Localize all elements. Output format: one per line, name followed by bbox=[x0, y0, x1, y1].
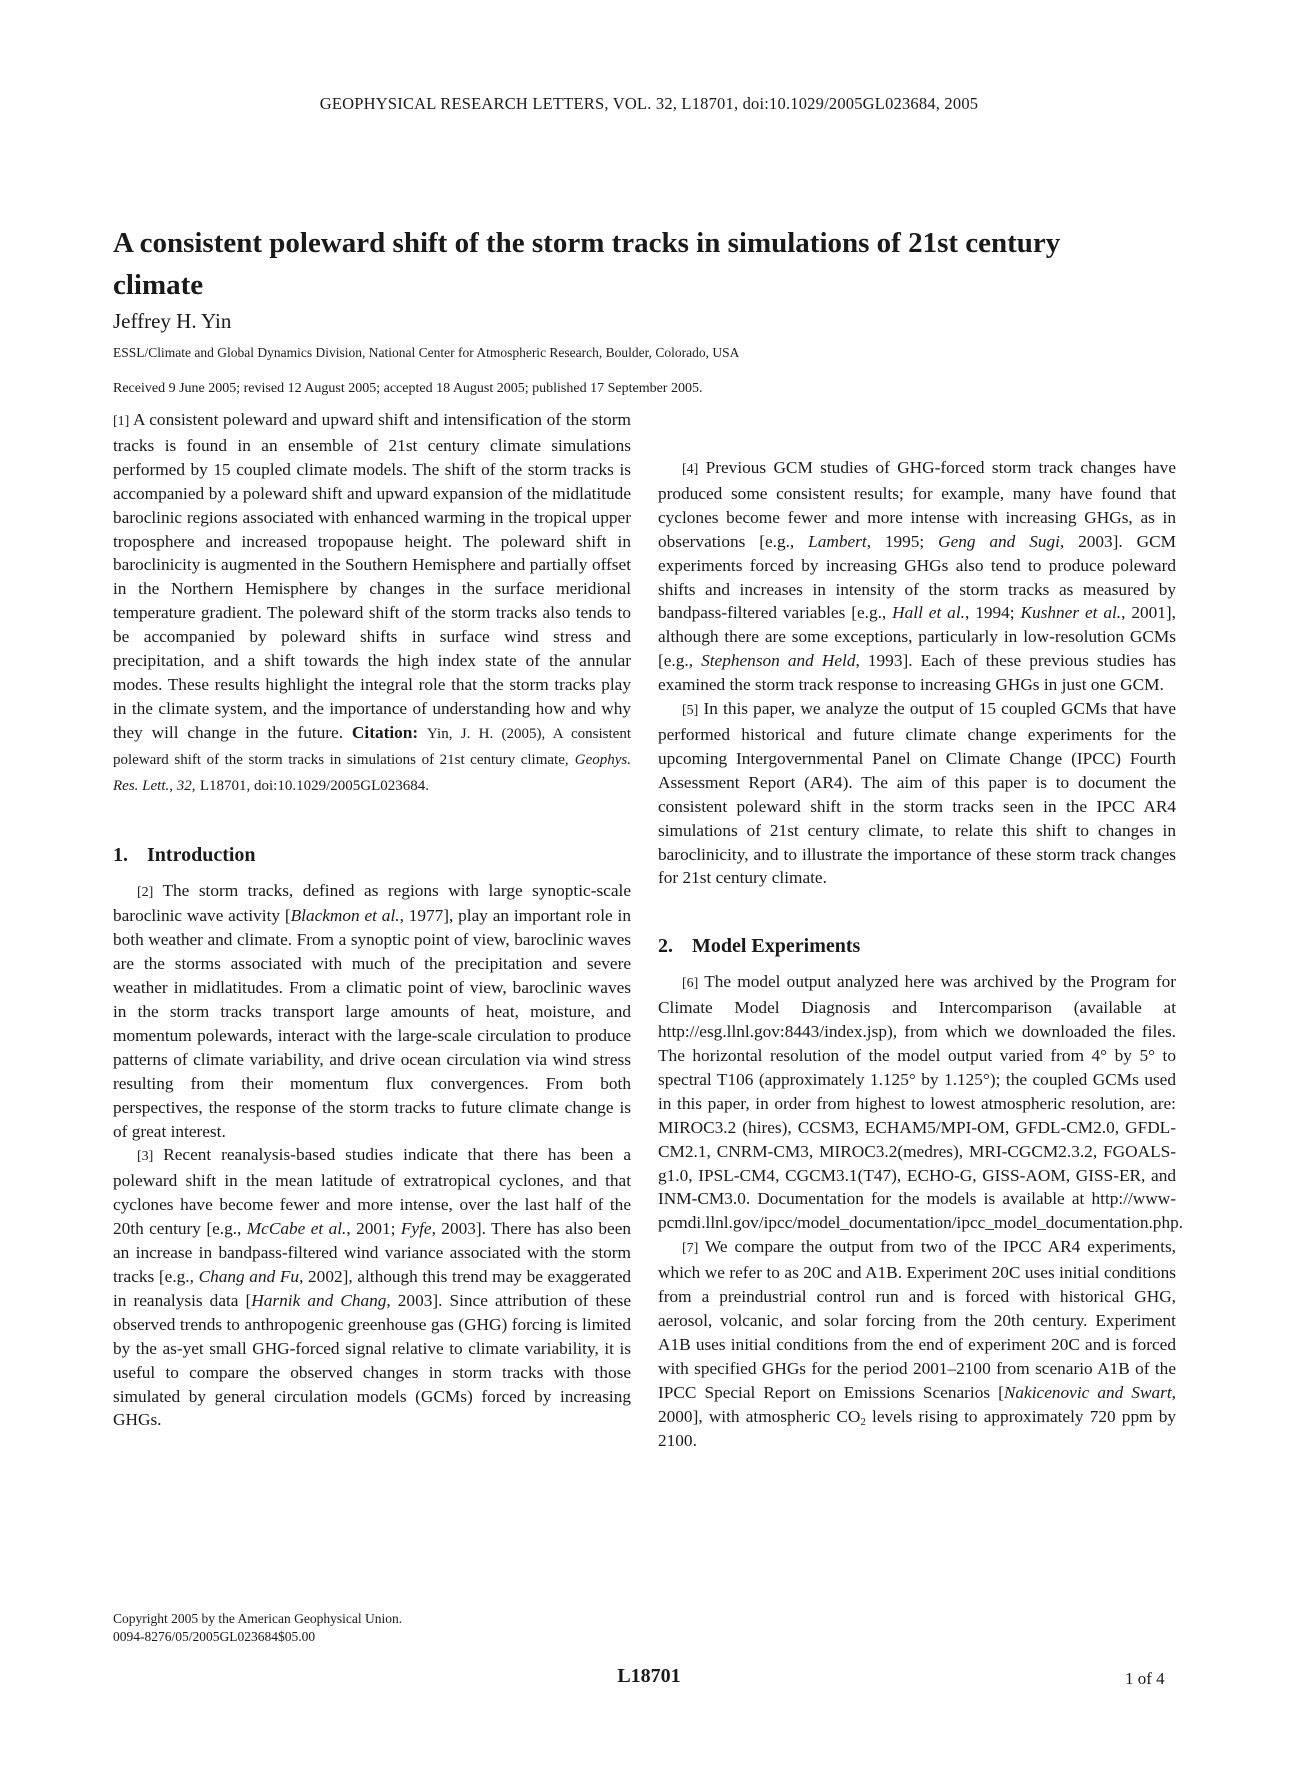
article-id: L18701 bbox=[617, 1665, 681, 1687]
subscript: 2 bbox=[860, 1415, 866, 1428]
text: , 2001; bbox=[346, 1219, 401, 1239]
abstract-text: A consistent poleward and upward shift and intensification of the storm tracks is found in an ensemble of 21st century climate simulations performed by 15 coupled climate models. The shift of the storm tracks is accompanied by a poleward shift and upward expansion of the midlatitude baroclinic regions associated with enhanced warming in the tropical upper troposphere and increased tropopause height. The poleward shift in baroclinicity is augmented in the Southern Hemisphere and partially offset in the Northern Hemisphere by changes in the surface meridional temperature gradient. The poleward shift of the storm tracks also tends to be accompanied by poleward shifts in surface wind stress and precipitation, and a shift towards the high index state of the annular modes. These results highlight the integral role that the storm tracks play in the climate system, and the importance of understanding how and why they will change in the future. bbox=[113, 410, 631, 742]
reference: Lambert bbox=[808, 531, 867, 551]
paragraph-6 bbox=[658, 970, 1184, 1235]
text: , 1995; bbox=[866, 531, 939, 551]
text: Previous GCM studies of GHG-forced storm track changes have produced some consistent results; for example, many have found that cyclones become fewer and more intense with increasing GHGs, as in observations [e.g., bbox=[658, 458, 1176, 551]
text: , 2003]. Since attribution of these observed trends to anthropogenic greenhouse gas (GHG) forcing is limited by the as-yet small GHG-forced signal relative to climate variability, it is useful to compare the observed changes in storm tracks with those simulated by general circulation models (GCMs) forced by increasing GHGs. bbox=[113, 1290, 631, 1430]
text: The storm tracks, defined as regions with large synoptic-scale baroclinic wave activity [ bbox=[113, 880, 631, 926]
paragraph-2 bbox=[113, 879, 631, 1144]
citation-end: L18701, doi:10.1029/2005GL023684. bbox=[199, 777, 429, 794]
citation-label: Citation: bbox=[351, 722, 419, 742]
copyright-line: Copyright 2005 by the American Geophysical Union. bbox=[113, 1611, 403, 1626]
publication-dates: Received 9 June 2005; revised 12 August 2005; accepted 18 August 2005; published 17 September 2005. bbox=[113, 381, 703, 396]
section-heading-model-experiments bbox=[658, 934, 1176, 958]
paragraph-number: [4] bbox=[682, 462, 699, 477]
reference: McCabe et al. bbox=[246, 1219, 347, 1239]
paragraph-5 bbox=[658, 697, 1176, 890]
paragraph-number: [2] bbox=[137, 884, 154, 900]
reference: Blackmon et al. bbox=[290, 906, 400, 926]
paragraph-number: [5] bbox=[682, 703, 699, 719]
reference: Kushner et al. bbox=[1020, 603, 1122, 623]
text: , 2003]. There has also been an increase in bandpass-filtered wind variance associated with the storm tracks [e.g., bbox=[113, 1219, 632, 1286]
section-number: 2. bbox=[658, 935, 673, 958]
citation-text: Yin, J. H. (2005), A consistent poleward shift of the storm tracks in simulations of 21st century climate, bbox=[113, 725, 631, 768]
issn-line: 0094-8276/05/2005GL023684$05.00 bbox=[113, 1629, 316, 1644]
affiliation: ESSL/Climate and Global Dynamics Division, National Center for Atmospheric Research, Boulder, Colorado, USA bbox=[113, 345, 740, 360]
citation-journal: Geophys. Res. Lett., 32, bbox=[113, 751, 631, 794]
section-title: Introduction bbox=[147, 843, 256, 866]
section-heading-introduction bbox=[113, 843, 631, 867]
paragraph-number: [6] bbox=[682, 976, 699, 992]
paragraph-7 bbox=[658, 1235, 1176, 1452]
abstract bbox=[113, 408, 631, 799]
reference: Stephenson and Held bbox=[701, 651, 856, 671]
left-column bbox=[113, 408, 631, 1432]
text: levels rising to approximately 720 ppm by 2100. bbox=[658, 1406, 1176, 1450]
running-head: GEOPHYSICAL RESEARCH LETTERS, VOL. 32, L18701, doi:10.1029/2005GL023684, 2005 bbox=[319, 94, 979, 113]
reference: Chang and Fu bbox=[198, 1267, 300, 1286]
text: , 1994; bbox=[964, 603, 1021, 623]
reference: Hall et al. bbox=[892, 603, 965, 623]
text: , 2001], although there are some exceptions, particularly in low-resolution GCMs [e.g., bbox=[658, 603, 1176, 671]
text: In this paper, we analyze the output of 15 coupled GCMs that have performed historical and future climate change experiments for the upcoming Intergovernmental Panel on Climate Change (IPCC) Fourth Assessment Report (AR4). The aim of this paper is to document the consistent poleward shift in the storm tracks seen in the IPCC AR4 simulations of 21st century climate, to relate this shift to changes in baroclinicity, and to illustrate the importance of these storm track changes for 21st century climate. bbox=[658, 699, 1176, 888]
text: , 1993]. Each of these previous studies has examined the storm track response to increasing GHGs in just one GCM. bbox=[658, 651, 1176, 695]
page-number: 1 of 4 bbox=[1125, 1669, 1165, 1688]
paragraph-number: [7] bbox=[682, 1241, 699, 1257]
paragraph-3 bbox=[113, 1143, 631, 1432]
paragraph-number: [3] bbox=[137, 1149, 154, 1165]
text: , 2003]. GCM experiments forced by increasing GHGs also tend to produce poleward shifts and increases in intensity of the storm tracks as measured by bandpass-filtered variables [e.g., bbox=[658, 531, 1176, 623]
reference: Geng and Sugi bbox=[938, 531, 1060, 551]
section-title: Model Experiments bbox=[692, 935, 861, 958]
section-number: 1. bbox=[113, 843, 128, 866]
text: , 1977], play an important role in both weather and climate. From a synoptic point of view, baroclinic waves are the storms associated with much of the precipitation and severe weather in midlatitudes. From a climatic point of view, baroclinic waves in the storm tracks transport large amounts of heat, moisture, and momentum polewards, interact with the large-scale circulation to produce patterns of climate variability, and drive ocean circulation via wind stress resulting from their momentum flux convergences. From both perspectives, the response of the storm tracks to future climate change is of great interest. bbox=[113, 906, 631, 1141]
author: Jeffrey H. Yin bbox=[113, 309, 232, 333]
reference: Nakicenovic and Swart bbox=[1003, 1382, 1172, 1402]
right-column bbox=[658, 456, 1184, 1452]
paragraph-4 bbox=[658, 456, 1176, 697]
article-title: A consistent poleward shift of the storm tracks in simulations of 21st century climate bbox=[113, 227, 1061, 301]
text: , 2000], with atmospheric CO bbox=[658, 1382, 1176, 1426]
text: We compare the output from two of the IPCC AR4 experiments, which we refer to as 20C and A1B. Experiment 20C uses initial conditions from a preindustrial control run and is forced with historical GHG, aerosol, volcanic, and solar forcing from the 20th century. Experiment A1B uses initial conditions from the end of experiment 20C and is forced with specified GHGs for the period 2001–2100 from scenario A1B of the IPCC Special Report on Emissions Scenarios [ bbox=[658, 1237, 1176, 1402]
text: , 2002], although this trend may be exaggerated in reanalysis data [ bbox=[113, 1267, 632, 1310]
reference: Fyfe bbox=[400, 1219, 432, 1239]
paragraph-number: [1] bbox=[113, 414, 130, 429]
text: Recent reanalysis-based studies indicate that there has been a poleward shift in the mean latitude of extratropical cyclones, and that cyclones have become fewer and more intense, over the last half of the 20th century [e.g., bbox=[113, 1145, 631, 1239]
reference: Harnik and Chang bbox=[251, 1290, 387, 1310]
copyright-notice bbox=[113, 1610, 402, 1646]
text: The model output analyzed here was archived by the Program for Climate Model Diagnosis and Intercomparison (available at http://esg.llnl.gov:8443/index.jsp), from which we downloaded the files. The horizontal resolution of the model output varied from 4° by 5° to spectral T106 (approximately 1.125° by 1.125°); the coupled GCMs used in this paper, in order from highest to lowest atmospheric resolution, are: MIROC3.2 (hires), CCSM3, ECHAM5/MPI-OM, GFDL-CM2.0, GFDL-CM2.1, CNRM-CM3, MIROC3.2(medres), MRI-CGCM2.3.2, FGOALS-g1.0, IPSL-CM4, CGCM3.1(T47), ECHO-G, GISS-AOM, GISS-ER, and INM-CM3.0. Documentation for the models is available at http://www-pcmdi.llnl.gov/ipcc/model_documentation/ipcc_model_documentation.php. bbox=[658, 972, 1184, 1233]
